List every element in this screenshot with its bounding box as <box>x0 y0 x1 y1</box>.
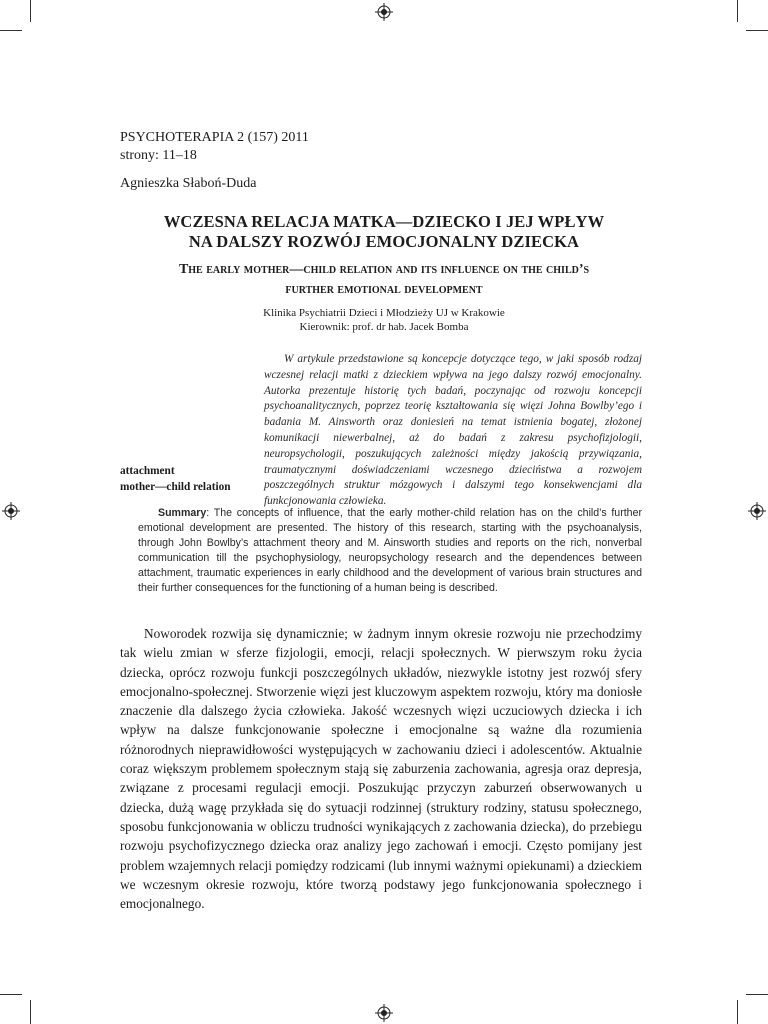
registration-mark-icon <box>375 1004 393 1022</box>
article-title-pl <box>100 212 668 252</box>
crop-mark <box>0 994 22 995</box>
keywords <box>120 464 231 496</box>
title-en-line-1: The early mother—child relation and its influence on the child’s <box>178 262 590 277</box>
crop-mark <box>737 1000 738 1024</box>
summary-label: Summary <box>158 507 207 519</box>
crop-mark <box>30 1000 31 1024</box>
title-pl-line-2: NA DALSZY ROZWÓJ EMOCJONALNY DZIECKA <box>188 232 580 251</box>
journal-pages: strony: 11–18 <box>120 148 197 163</box>
crop-mark <box>0 30 22 31</box>
registration-mark-icon <box>748 502 766 520</box>
affiliation-head: Kierownik: prof. dr hab. Jacek Bomba <box>299 321 469 333</box>
crop-mark <box>746 30 768 31</box>
journal-header <box>120 129 309 165</box>
crop-mark <box>30 0 31 22</box>
title-pl-line-1: WCZESNA RELACJA MATKA—DZIECKO I JEJ WPŁYW <box>163 212 605 231</box>
affiliation <box>100 306 668 334</box>
journal-name: PSYCHOTERAPIA 2 (157) 2011 <box>120 130 309 145</box>
registration-mark-icon <box>2 502 20 520</box>
summary-en <box>138 506 642 596</box>
title-en-line-2: further emotional development <box>285 282 483 297</box>
keyword-attachment: attachment <box>120 465 175 477</box>
article-title-en <box>100 260 668 300</box>
author-name: Agnieszka Słaboń-Duda <box>120 176 257 191</box>
keyword-mother-child-relation: mother—child relation <box>120 480 231 493</box>
crop-mark <box>737 0 738 22</box>
registration-mark-icon <box>375 3 393 21</box>
affiliation-clinic: Klinika Psychiatrii Dzieci i Młodzieży UJ w Krakowie <box>263 307 505 319</box>
summary-text: : The concepts of influence, that the early mother-child relation has on the child’s further emotional development are presented. The history of this research, starting with the psychoanalysis, through John Bowlby’s attachment theory and M. Ainsworth studies and reports on the rich, nonverbal communication till the psychophysiology, neuropsychology research and the dependences between attachment, traumatic experiences in early childhood and the development of various brain structures and their further consequences for the functioning of a human being is described. <box>138 507 642 594</box>
crop-mark <box>746 994 768 995</box>
abstract-pl: W artykule przedstawione są koncepcje dotyczące tego, w jaki sposób rodzaj wczesnej relacji matki z dzieckiem wpływa na jego dalszy rozwój emocjonalny. Autorka prezentuje historię tych badań, poczynając od rozwoju koncepcji psychoanalitycznych, poprzez teorię kształtowania się więzi Johna Bowlby’ego i badania M. Ainsworth oraz doniesień na temat istnienia bogatej, złożonej komunikacji niewerbalnej, aż do badań z zakresu psychofizjologii, neuropsychologii, poszukujących zależności między jakością przywiązania, traumatycznymi doświadczeniami wczesnego dzieciństwa a rozwojem poszczególnych struktur mózgowych i dalszymi tego konsekwencjami dla funkcjonowania człowieka. <box>264 353 642 508</box>
body-paragraph: Noworodek rozwija się dynamicznie; w żadnym innym okresie rozwoju nie przechodzimy tak wielu zmian w sferze fizjologii, emocji, relacji społecznych. W pierwszym roku życia dziecka, oprócz rozwoju funkcji poszczególnych układów, niezwykle istotny jest rozwój sfery emocjonalno-społecznej. Stworzenie więzi jest kluczowym aspektem rozwoju, który ma doniosłe znaczenie dla dalszego życia człowieka. Jakość wczesnych więzi uczuciowych dziecka i ich wpływ na dalsze funkcjonowanie społeczne i emocjonalne są ważne dla rozumienia różnorodnych nieprawidłowości występujących w zachowaniu dzieci i adolescentów. Aktualnie coraz większym problemem społecznym stają się zaburzenia zachowania, agresja oraz depresja, związane z procesami regulacji emocji. Poszukując przyczyn zaburzeń obserwowanych u dziecka, dużą wagę przykłada się do sytuacji rodzinnej (struktury rodziny, statusu społecznego, sposobu funkcjonowania w obliczu trudności wynikających z zachowania dziecka), do przebiegu rozwoju psychofizycznego dziecka oraz analizy jego zachowań i emocji. Często pomijany jest problem wzajemnych relacji pomiędzy rodzicami (lub innymi ważnymi opiekunami) a dzieckiem we wczesnym okresie rozwoju, które tworzą podstawy jego funkcjonowania społecznego i emocjonalnego. <box>120 626 642 912</box>
